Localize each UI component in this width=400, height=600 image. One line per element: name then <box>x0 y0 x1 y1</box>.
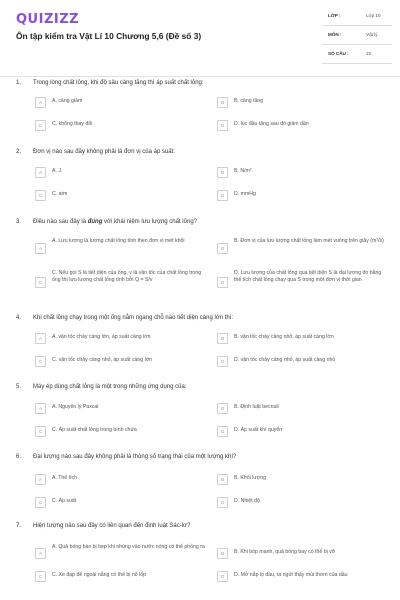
meta-row-count <box>322 48 392 64</box>
meta-value: Lớp 10 <box>366 13 381 18</box>
option-text: B. Khối lượng <box>234 475 266 481</box>
option-letter: B <box>217 243 228 254</box>
question-text: Máy ép dùng chất lỏng là một trong những ứng dụng của: <box>33 384 187 390</box>
option-text: B. càng tăng <box>234 98 264 104</box>
option-letter: A <box>35 403 46 414</box>
option-text: D. Mở nắp lọ dầu, ta ngửi thấy mùi thơm của dầu <box>234 572 348 578</box>
option-text: C. không thay đổi <box>52 121 93 127</box>
header-divider <box>0 76 400 77</box>
question-number: 4. <box>16 315 22 321</box>
option-text: C. atm <box>52 191 68 197</box>
option-text: A. Lưu lượng là lượng chất lỏng tính theo đơn vị mét khối <box>52 238 185 244</box>
option-letter: B <box>217 548 228 559</box>
meta-label: SỐ CÂU : <box>328 51 349 56</box>
question-text-part: Điều nào sau đây là <box>33 219 88 225</box>
option-letter: D <box>217 571 228 582</box>
option-letter: C <box>35 356 46 367</box>
option-text: B. N/m² <box>234 168 252 174</box>
option-text: D. Nhiệt độ <box>234 498 260 504</box>
option-letter: D <box>217 190 228 201</box>
worksheet-header <box>0 0 400 75</box>
option-letter: B <box>217 97 228 108</box>
option-text: A. vận tốc chảy càng lớn, áp suất càng lớn <box>52 334 151 340</box>
meta-box <box>322 10 392 67</box>
option-text: C. Áp suất <box>52 498 77 504</box>
option-letter: C <box>35 426 46 437</box>
worksheet-title: Ôn tập kiểm tra Vật Lí 10 Chương 5,6 (Đề số 3) <box>16 31 202 41</box>
question-number: 5. <box>16 384 22 390</box>
option-text: A. Thể tích <box>52 475 77 481</box>
option-text: A. Nguyên lý Paxcal <box>52 404 99 410</box>
option-letter: D <box>217 120 228 131</box>
option-text: D. lúc đầu tăng sau đó giảm dần <box>234 121 309 127</box>
option-letter: D <box>217 356 228 367</box>
option-letter: B <box>217 167 228 178</box>
option-text: C. Xe đạp để ngoài nắng có thể bị nổ lốp <box>52 572 147 578</box>
option-letter: B <box>217 403 228 414</box>
option-letter: A <box>35 333 46 344</box>
meta-label: LỚP : <box>328 13 341 18</box>
option-letter: A <box>35 548 46 559</box>
quizizz-logo: QUIZIZZ <box>16 12 80 27</box>
question-number: 3. <box>16 219 22 225</box>
option-text: B. Định luật becnuli <box>234 404 279 410</box>
question-number: 1. <box>16 80 22 86</box>
option-text: C. Nếu gọi S là tiết diện của ống, v là vận tốc của chất lỏng trong ống thì lưu lượng chất lỏng tính bởi Q = S/v <box>52 270 202 283</box>
question-text: Hiện tượng nào sau đây có liên quan đến định luật Sác-lơ? <box>33 523 191 529</box>
option-text: B. vận tốc chảy càng nhỏ, áp suất càng lớn <box>234 334 334 340</box>
question-text: Trong lòng chất lỏng, khi độ sâu càng tăng thì áp suất chất lỏng: <box>33 80 204 86</box>
question-text-emphasis: đúng <box>87 219 103 225</box>
option-letter: D <box>217 277 228 288</box>
question-number: 7. <box>16 523 22 529</box>
option-text: D. Áp suất khí quyển <box>234 427 283 433</box>
meta-value: 15 <box>366 51 372 56</box>
option-text: C. Áp suất chất lỏng trong bình chứa <box>52 427 137 433</box>
option-letter: A <box>35 167 46 178</box>
option-letter: C <box>35 277 46 288</box>
meta-row-class <box>322 10 392 26</box>
question-text-part: với khái niệm lưu lượng chất lỏng? <box>102 219 197 225</box>
question-text: Khi chất lỏng chạy trong một ống nằm ngang chỗ nào tiết diện càng lớn thì: <box>33 315 234 321</box>
option-letter: D <box>217 497 228 508</box>
meta-row-subject <box>322 29 392 45</box>
option-letter: C <box>35 497 46 508</box>
meta-value: Vật lý <box>366 32 378 37</box>
option-text: A. J. <box>52 168 63 174</box>
option-text: A. càng giảm <box>52 98 83 104</box>
question-text <box>33 219 383 225</box>
option-text: D. Lưu lượng của chất lỏng qua tiết diện S là đại lượng đo bằng thể tích chất lỏng chạy qua S trong một đơn vị thời gian <box>234 270 382 283</box>
option-letter: A <box>35 97 46 108</box>
meta-label: MÔN : <box>328 32 342 37</box>
option-text: B. Khi bóp mạnh, quả bóng bay có thể bị vỡ <box>234 549 336 555</box>
question-text: Đại lượng nào sau đây không phải là thông số trạng thái của một lượng khí? <box>33 454 237 460</box>
option-text: C. vận tốc chảy càng nhỏ, áp suất càng lớn <box>52 357 153 363</box>
option-letter: C <box>35 120 46 131</box>
option-letter: C <box>35 571 46 582</box>
option-text: D. vận tốc chảy càng nhỏ, áp suất càng nhỏ <box>234 357 336 363</box>
option-letter: B <box>217 474 228 485</box>
option-letter: A <box>35 243 46 254</box>
option-letter: C <box>35 190 46 201</box>
question-text: Đơn vị nào sau đây không phải là đơn vị của áp suất: <box>33 149 175 155</box>
question-number: 6. <box>16 454 22 460</box>
option-letter: A <box>35 474 46 485</box>
option-letter: B <box>217 333 228 344</box>
option-text: B. Đơn vị của lưu lượng chất lỏng làm mét vuông trên giây (m²/s) <box>234 238 384 244</box>
option-text: A. Quả bóng bàn bị bẹp khi nhúng vào nước nóng có thể phồng ra <box>52 544 205 550</box>
option-letter: D <box>217 426 228 437</box>
question-number: 2. <box>16 149 22 155</box>
option-text: D. mmHg <box>234 191 256 197</box>
